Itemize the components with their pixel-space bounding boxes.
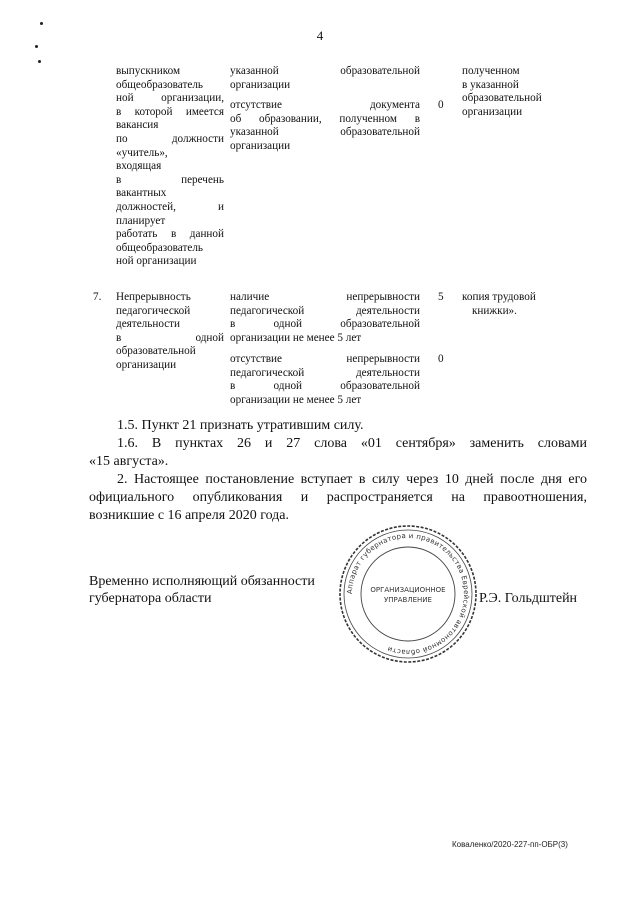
paragraph-1-6-line-2: «15 августа». <box>89 454 169 469</box>
page-number: 4 <box>316 28 324 43</box>
margin-dot <box>40 22 43 25</box>
paragraph-2-line-3: возникшие с 16 апреля 2020 года. <box>89 508 290 523</box>
paragraph-1-6-line-1: 1.6. В пунктах 26 и 27 слова «01 сентября» заменить словами <box>117 436 587 451</box>
table-cell-criterion-continued: выпускником общеобразователь ной организации, в которой имеется вакансия по должности «учитель», входящая в перечень вакантных должностей, и планирует работать в данной общеобразователь ной организации <box>116 65 224 268</box>
table-cell-score: 5 <box>438 291 444 303</box>
stamp-center-line-1: ОРГАНИЗАЦИОННОЕ <box>370 586 446 594</box>
table-cell-document-continued: полученном в указанной образовательной организации <box>462 65 542 118</box>
table-cell-document: копия трудовой книжки». <box>462 291 536 317</box>
margin-dot <box>38 60 41 63</box>
table-cell-condition-no-continuity: отсутствие непрерывности педагогической деятельности в одной образовательной организации не менее 5 лет <box>230 353 420 406</box>
paragraph-2-line-1: 2. Настоящее постановление вступает в силу через 10 дней после дня его <box>117 472 587 487</box>
signatory-position: Временно исполняющий обязанности губернатора области <box>89 574 315 606</box>
margin-dot <box>35 45 38 48</box>
table-cell-score: 0 <box>438 99 444 111</box>
stamp-center-line-2: УПРАВЛЕНИЕ <box>384 596 432 604</box>
signatory-name: Р.Э. Гольдштейн <box>479 591 578 606</box>
table-cell-criterion: Непрерывность педагогической деятельности в одной образовательной организации <box>116 291 224 371</box>
table-cell-condition-continuity: наличие непрерывности педагогической деятельности в одной образовательной организации не менее 5 лет <box>230 291 420 344</box>
official-stamp <box>336 522 480 666</box>
table-row-number: 7. <box>93 291 102 303</box>
table-cell-condition-continued: указанной образовательной организации <box>230 65 420 91</box>
table-cell-condition-no-document: отсутствие документа об образовании, полученном в указанной образовательной организации <box>230 99 420 152</box>
paragraph-2-line-2: официального опубликования и распространяется на правоотношения, <box>89 490 587 505</box>
document-code: Коваленко/2020-227-пп-ОБР(3) <box>452 840 568 849</box>
table-cell-score: 0 <box>438 353 444 365</box>
stamp-ring-text: Аппарат губернатора и правительства Еврейской автономной области <box>345 531 471 657</box>
paragraph-1-5: 1.5. Пункт 21 признать утратившим силу. <box>117 418 364 433</box>
